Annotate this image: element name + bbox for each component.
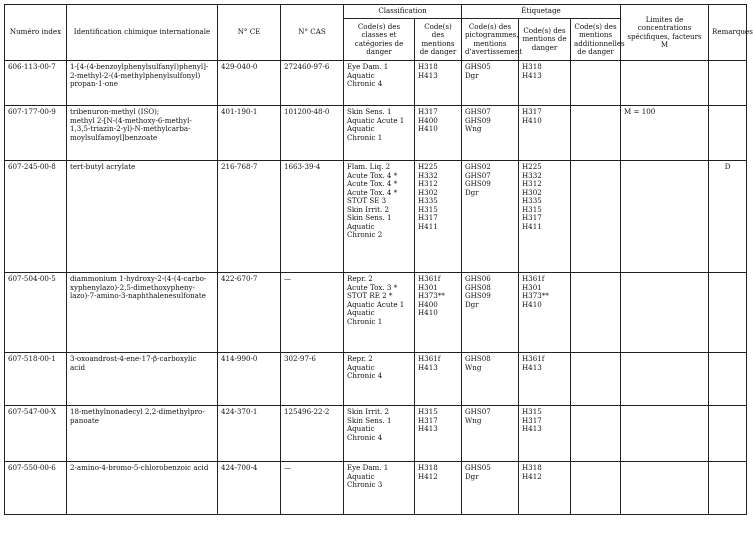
header-label-hazard: Code(s) des mentions de danger (519, 19, 571, 61)
cell-supp-hazard (571, 406, 621, 462)
cell-supp-hazard (571, 462, 621, 515)
cell-index: 607-547-00-X (5, 406, 67, 462)
cell-ce: 401-190-1 (218, 106, 281, 161)
cell-ce: 424-700-4 (218, 462, 281, 515)
cell-limits (621, 273, 709, 353)
header-cas: N° CAS (281, 5, 344, 61)
table-row (5, 273, 747, 353)
cell-notes: D (709, 161, 747, 273)
cell-ce: 216-768-7 (218, 161, 281, 273)
cell-ce: 414-990-0 (218, 353, 281, 406)
cell-notes (709, 353, 747, 406)
cell-cas: — (281, 273, 344, 353)
cell-notes (709, 61, 747, 106)
cell-cas: 101200-48-0 (281, 106, 344, 161)
cell-pictogram: GHS06 GHS08 GHS09 Dgr (462, 273, 519, 353)
cell-pictogram: GHS07 Wng (462, 406, 519, 462)
cell-limits (621, 462, 709, 515)
cell-class-codes: Repr. 2 Acute Tox. 3 * STOT RE 2 * Aquatic Acute 1 Aquatic Chronic 1 (344, 273, 415, 353)
hazard-classification-table (4, 4, 753, 515)
cell-limits (621, 353, 709, 406)
table-row (5, 106, 747, 161)
header-class-codes: Code(s) des classes et catégories de danger (344, 19, 415, 61)
cell-chemical-name: tert-butyl acrylate (67, 161, 218, 273)
table-row (5, 406, 747, 462)
cell-class-hazard: H318 H413 (415, 61, 462, 106)
cell-chemical-name: tribenuron-methyl (ISO); methyl 2-[N-(4-methoxy-6-methyl- 1,3,5-triazin-2-yl)-N-methylcarba- moylsulfamoyl]benzoate (67, 106, 218, 161)
cell-supp-hazard (571, 106, 621, 161)
header-chemical-id: Identification chimique internationale (67, 5, 218, 61)
cell-limits (621, 161, 709, 273)
cell-notes (709, 106, 747, 161)
cell-chemical-name: diammonium 1-hydroxy-2-(4-(4-carbo- xyphenylazo)-2,5-dimethoxypheny- lazo)-7-amino-3-naphthalenesulfonate (67, 273, 218, 353)
cell-class-hazard: H361f H413 (415, 353, 462, 406)
cell-pictogram: GHS05 Dgr (462, 61, 519, 106)
cell-supp-hazard (571, 353, 621, 406)
cell-ce: 424-370-1 (218, 406, 281, 462)
cell-ce: 422-670-7 (218, 273, 281, 353)
cell-notes (709, 406, 747, 462)
cell-supp-hazard (571, 161, 621, 273)
table-row (5, 462, 747, 515)
table-row (5, 161, 747, 273)
header-class-hazard: Code(s) des mentions de danger (415, 19, 462, 61)
table-row (5, 353, 747, 406)
cell-class-codes: Skin Irrit. 2 Skin Sens. 1 Aquatic Chronic 4 (344, 406, 415, 462)
cell-label-hazard: H318 H413 (519, 61, 571, 106)
cell-supp-hazard (571, 61, 621, 106)
header-index: Numéro index (5, 5, 67, 61)
cell-class-codes: Flam. Liq. 2 Acute Tox. 4 * Acute Tox. 4 * Acute Tox. 4 * STOT SE 3 Skin Irrit. 2 Skin Sens. 1 Aquatic Chronic 2 (344, 161, 415, 273)
cell-class-hazard: H225 H332 H312 H302 H335 H315 H317 H411 (415, 161, 462, 273)
header-pictogram: Code(s) des pictogrammes, mentions d'avertissement (462, 19, 519, 61)
cell-chemical-name: 3-oxoandrost-4-ene-17-β-carboxylic acid (67, 353, 218, 406)
header-labelling: Étiquetage (462, 5, 621, 19)
table-row (5, 61, 747, 106)
cell-label-hazard: H361f H413 (519, 353, 571, 406)
cell-chemical-name: 2-amino-4-bromo-5-chlorobenzoic acid (67, 462, 218, 515)
cell-class-codes: Skin Sens. 1 Aquatic Acute 1 Aquatic Chronic 1 (344, 106, 415, 161)
cell-class-codes: Repr. 2 Aquatic Chronic 4 (344, 353, 415, 406)
cell-index: 607-177-00-9 (5, 106, 67, 161)
cell-limits: M = 100 (621, 106, 709, 161)
cell-index: 607-518-00-1 (5, 353, 67, 406)
cell-cas: 272460-97-6 (281, 61, 344, 106)
cell-limits (621, 406, 709, 462)
header-supp-hazard: Code(s) des mentions additionnelles de danger (571, 19, 621, 61)
cell-pictogram: GHS05 Dgr (462, 462, 519, 515)
cell-label-hazard: H361f H301 H373** H410 (519, 273, 571, 353)
cell-limits (621, 61, 709, 106)
cell-class-hazard: H318 H412 (415, 462, 462, 515)
cell-cas: — (281, 462, 344, 515)
cell-class-codes: Eye Dam. 1 Aquatic Chronic 4 (344, 61, 415, 106)
cell-cas: 302-97-6 (281, 353, 344, 406)
cell-label-hazard: H318 H412 (519, 462, 571, 515)
cell-notes (709, 273, 747, 353)
cell-supp-hazard (571, 273, 621, 353)
cell-pictogram: GHS02 GHS07 GHS09 Dgr (462, 161, 519, 273)
header-classification: Classification (344, 5, 462, 19)
cell-label-hazard: H315 H317 H413 (519, 406, 571, 462)
cell-notes (709, 462, 747, 515)
cell-chemical-name: 18-methylnonadecyl 2,2-dimethylpro- panoate (67, 406, 218, 462)
cell-index: 607-245-00-8 (5, 161, 67, 273)
header-ce: N° CE (218, 5, 281, 61)
cell-class-hazard: H315 H317 H413 (415, 406, 462, 462)
table-body (5, 61, 747, 515)
cell-class-hazard: H317 H400 H410 (415, 106, 462, 161)
cell-cas: 125496-22-2 (281, 406, 344, 462)
cell-label-hazard: H225 H332 H312 H302 H335 H315 H317 H411 (519, 161, 571, 273)
cell-ce: 429-040-0 (218, 61, 281, 106)
cell-index: 607-504-00-5 (5, 273, 67, 353)
cell-index: 606-113-00-7 (5, 61, 67, 106)
cell-pictogram: GHS07 GHS09 Wng (462, 106, 519, 161)
cell-label-hazard: H317 H410 (519, 106, 571, 161)
header-limits: Limites de concentrations spécifiques, facteurs M (621, 5, 709, 61)
cell-index: 607-550-00-6 (5, 462, 67, 515)
cell-chemical-name: 1-[4-(4-benzoylphenylsulfanyl)phenyl]- 2-methyl-2-(4-methylphenylsulfonyl) propan-1-one (67, 61, 218, 106)
cell-cas: 1663-39-4 (281, 161, 344, 273)
cell-pictogram: GHS08 Wng (462, 353, 519, 406)
header-notes: Remarques (709, 5, 747, 61)
cell-class-codes: Eye Dam. 1 Aquatic Chronic 3 (344, 462, 415, 515)
cell-class-hazard: H361f H301 H373** H400 H410 (415, 273, 462, 353)
